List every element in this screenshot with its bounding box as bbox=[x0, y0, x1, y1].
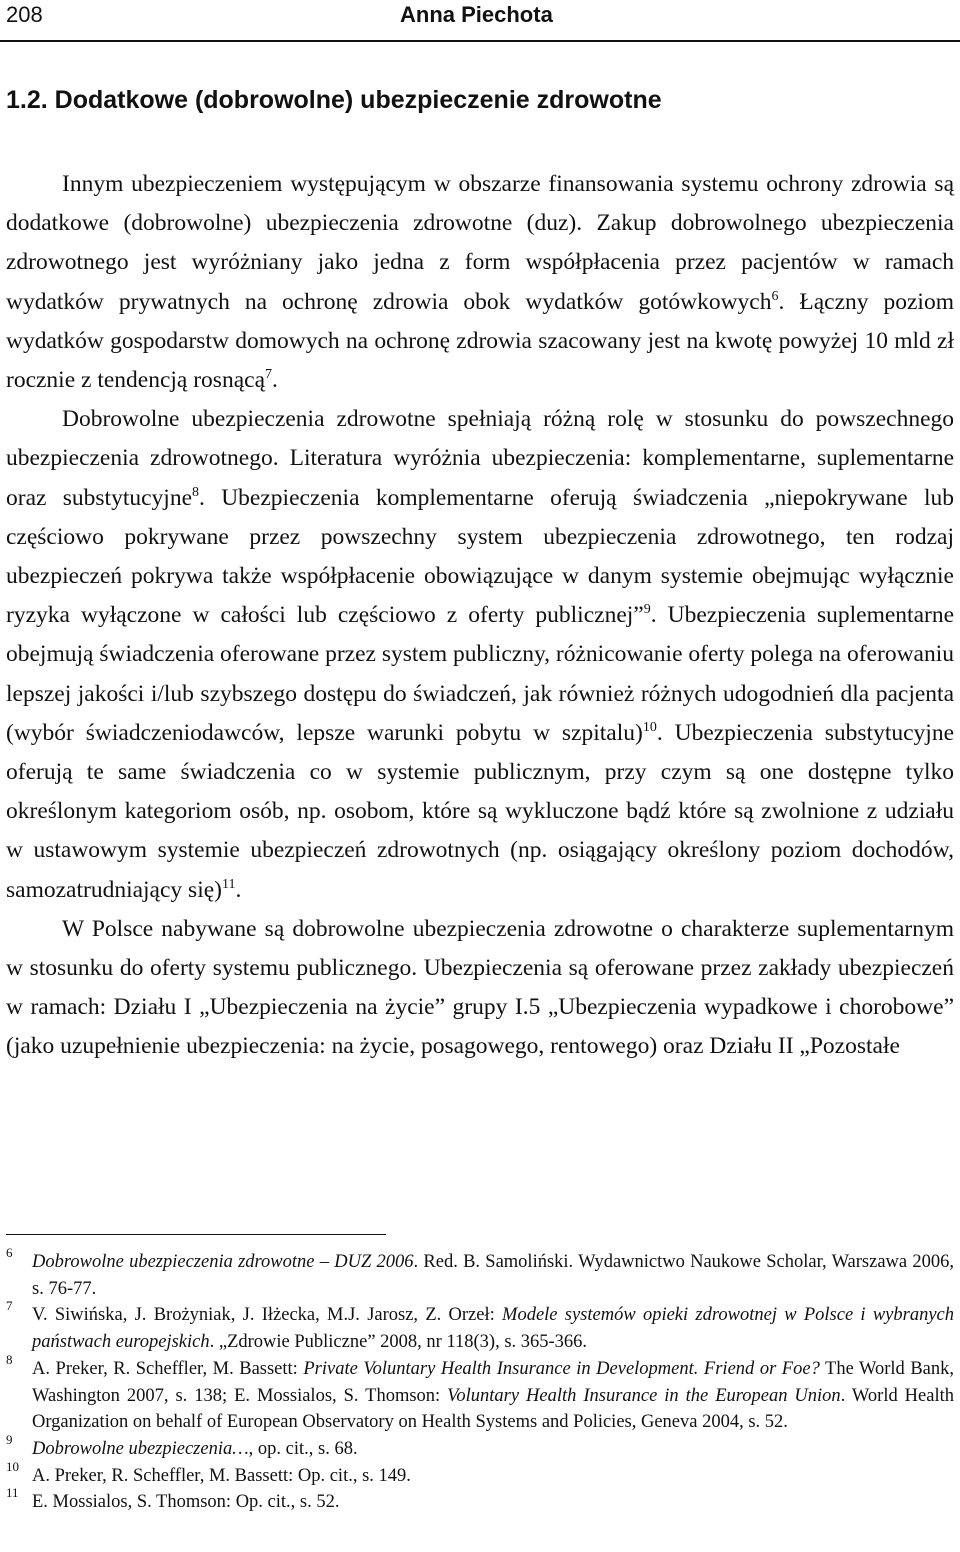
footnote-7: 7 V. Siwińska, J. Brożyniak, J. Iłżecka, M.J. Jarosz, Z. Orzeł: Modele systemów opieki zdrowotnej w Polsce i wybranych państwach europejskich. „Zdrowie Publiczne” 2008, nr 118(3), s. 365-366. bbox=[6, 1298, 955, 1353]
footnote-6: 6 Dobrowolne ubezpieczenia zdrowotne – DUZ 2006. Red. B. Samoliński. Wydawnictwo Naukowe Scholar, Warszawa 2006, s. 76-77. bbox=[6, 1245, 954, 1299]
footnote-8: 8 A. Preker, R. Scheffler, M. Bassett: Private Voluntary Health Insurance in Development. Friend or Foe? The World Bank, Washington 2007, s. 138; E. Mossialos, S. Thomson: Voluntary Health Insurance in the European Union. World Health Organization on behalf of European Observatory on Health Systems and Policies, Geneva 2004, s. 52. bbox=[6, 1351, 954, 1433]
footnote-10: 10 A. Preker, R. Scheffler, M. Bassett: Op. cit., s. 149. bbox=[6, 1458, 411, 1486]
footnote-ref-8[interactable]: 8 bbox=[192, 484, 200, 500]
footnote-ref-10[interactable]: 10 bbox=[642, 720, 657, 736]
section-heading: 1.2. Dodatkowe (dobrowolne) ubezpieczenie zdrowotne bbox=[6, 86, 662, 114]
footnotes bbox=[6, 1245, 955, 1516]
footnote-ref-11[interactable]: 11 bbox=[221, 876, 236, 892]
footnote-ref-9[interactable]: 9 bbox=[643, 602, 651, 618]
footnote-separator bbox=[6, 1234, 386, 1235]
paragraph-2: Dobrowolne ubezpieczenia zdrowotne spełniają różną rolę w stosunku do powszechnego ubezpieczenia zdrowotnego. Literatura wyróżnia ubezpieczenia: komplementarne, suplementarne oraz substytucyjne$^8$. Ubezpieczenia komplementarne oferują świadczenia „niepokrywane lub częściowo pokrywane przez powszechny system ubezpieczenia zdrowotnego, ten rodzaj ubezpieczeń pokrywa także współpłacenie obowiązujące w danym systemie obejmując wyłącznie ryzyka wyłączone w całości lub częściowo z oferty publicznej”$^9$. Ubezpieczenia suplementarne obejmują świadczenia oferowane przez system publiczny, różnicowanie oferty polega na oferowaniu lepszej jakości i/lub szybszego dostępu do świadczeń, jak również różnych udogodnień dla pacjenta (wybór świadczeniodawców, lepsze warunki pobytu w szpitalu)$^{10}$. Ubezpieczenia substytucyjne oferują te same świadczenia co w systemie publicznym, przy czym są one dostępne tylko określonym kategoriom osób, np. osobom, które są wykluczone bądź które są zwolnione z udziału w ustawowym systemie ubezpieczeń zdrowotnych (np. osiągający określony poziom dochodów, samozatrudniający się)$^{11}$. bbox=[6, 406, 955, 903]
footnote-ref-6[interactable]: 6 bbox=[771, 288, 779, 304]
body-text bbox=[6, 165, 954, 1067]
footnote-ref-7[interactable]: 7 bbox=[265, 367, 272, 383]
page-header bbox=[0, 0, 960, 44]
running-head-author: Anna Piechota bbox=[400, 2, 553, 27]
footnote-11: 11 E. Mossialos, S. Thomson: Op. cit., s. 52. bbox=[6, 1485, 340, 1513]
footnote-9: 9 Dobrowolne ubezpieczenia…, op. cit., s. 68. bbox=[6, 1431, 358, 1459]
paragraph-3: W Polsce nabywane są dobrowolne ubezpieczenia zdrowotne o charakterze suplementarnym w stosunku do oferty systemu publicznego. Ubezpieczenia są oferowane przez zakłady ubezpieczeń w ramach: Działu I „Ubezpieczenia na życie” grupy I.5 „Ubezpieczenia wypadkowe i chorobowe” (jako uzupełnienie ubezpieczenia: na życie, posagowego, rentowego) oraz Działu II „Pozostałe bbox=[6, 915, 954, 1060]
header-rule bbox=[0, 40, 960, 42]
page-number: 208 bbox=[6, 2, 43, 27]
paragraph-1: Innym ubezpieczeniem występującym w obszarze finansowania systemu ochrony zdrowia są dodatkowe (dobrowolne) ubezpieczenia zdrowotne (duz). Zakup dobrowolnego ubezpieczenia zdrowotnego jest wyróżniany jako jedna z form współpłacenia przez pacjentów w ramach wydatków prywatnych na ochronę zdrowia obok wydatków gotówkowych$^6$. Łączny poziom wydatków gospodarstw domowych na ochronę zdrowia szacowany jest na kwotę powyżej 10 mld zł rocznie z tendencją rosnącą$^7$. bbox=[6, 171, 954, 394]
